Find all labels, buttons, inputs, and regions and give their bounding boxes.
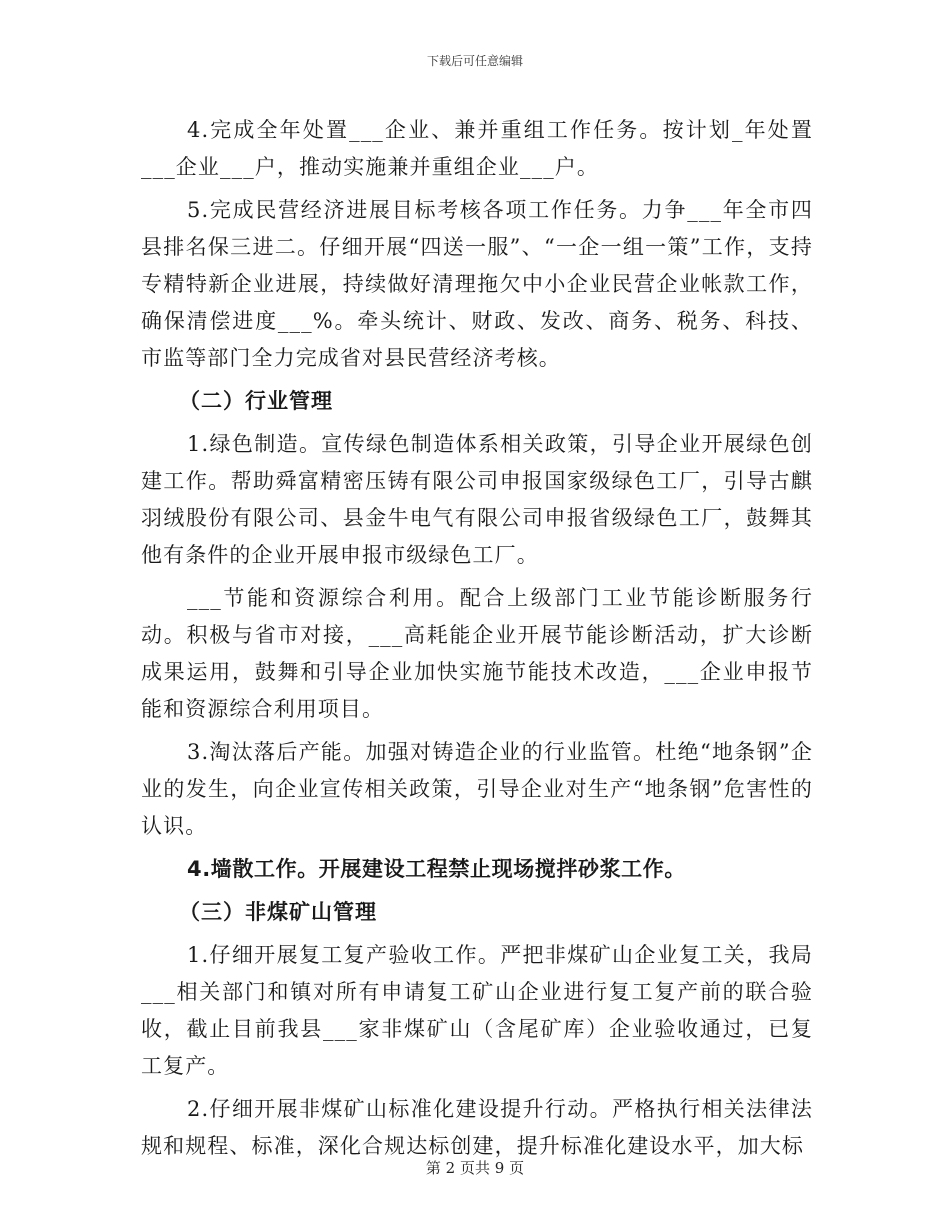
section-heading-industry-management: （二）行业管理 bbox=[179, 389, 333, 413]
page-footer: 第 2 页共 9 页 bbox=[425, 1159, 525, 1177]
paragraph-item-5: 5.完成民营经济进展目标考核各项工作任务。力争___年全市四县排名保三进二。仔细开展“四送一服”、“一企一组一策”工作，支持专精特新企业进展，持续做好清理拖欠中小企业民营企业帐款工作，确保清偿进度___%。牵头统计、财政、发改、商务、税务、科技、市监等部门全力完成省对县民营经济考核。 bbox=[141, 198, 813, 370]
page-header: 下载后可任意编辑 bbox=[426, 54, 523, 68]
paragraph-eliminate-capacity: 3.淘汰落后产能。加强对铸造企业的行业监管。杜绝“地条钢”企业的发生，向企业宣传相关政策，引导企业对生产“地条钢”危害性的认识。 bbox=[141, 740, 813, 838]
paragraph-energy-saving: ___节能和资源综合利用。配合上级部门工业节能诊断服务行动。积极与省市对接，___高耗能企业开展节能诊断活动，扩大诊断成果运用，鼓舞和引导企业加快实施节能技术改造，___企业申报节能和资源综合利用项目。 bbox=[141, 586, 813, 721]
paragraph-resume-inspection: 1.仔细开展复工复产验收工作。严把非煤矿山企业复工关，我局___相关部门和镇对所有申请复工矿山企业进行复工复产前的联合验收，截止目前我县___家非煤矿山（含尾矿库）企业验收通过，已复工复产。 bbox=[141, 943, 813, 1078]
section-heading-mine-management: （三）非煤矿山管理 bbox=[179, 900, 377, 924]
document-body bbox=[141, 112, 813, 1165]
paragraph-standardization: 2.仔细开展非煤矿山标准化建设提升行动。严格执行相关法律法规和规程、标准，深化合规达标创建，提升标准化建设水平，加大标 bbox=[141, 1097, 813, 1158]
paragraph-item-4: 4.完成全年处置___企业、兼并重组工作任务。按计划_年处置___企业___户，推动实施兼并重组企业___户。 bbox=[141, 118, 813, 179]
paragraph-green-manufacturing: 1.绿色制造。宣传绿色制造体系相关政策，引导企业开展绿色创建工作。帮助舜富精密压铸有限公司申报国家级绿色工厂，引导古麒羽绒股份有限公司、县金牛电气有限公司申报省级绿色工厂，鼓舞其他有条件的企业开展申报市级绿色工厂。 bbox=[141, 432, 813, 567]
paragraph-wall-work: 4.墙散工作。开展建设工程禁止现场搅拌砂浆工作。 bbox=[187, 857, 686, 881]
